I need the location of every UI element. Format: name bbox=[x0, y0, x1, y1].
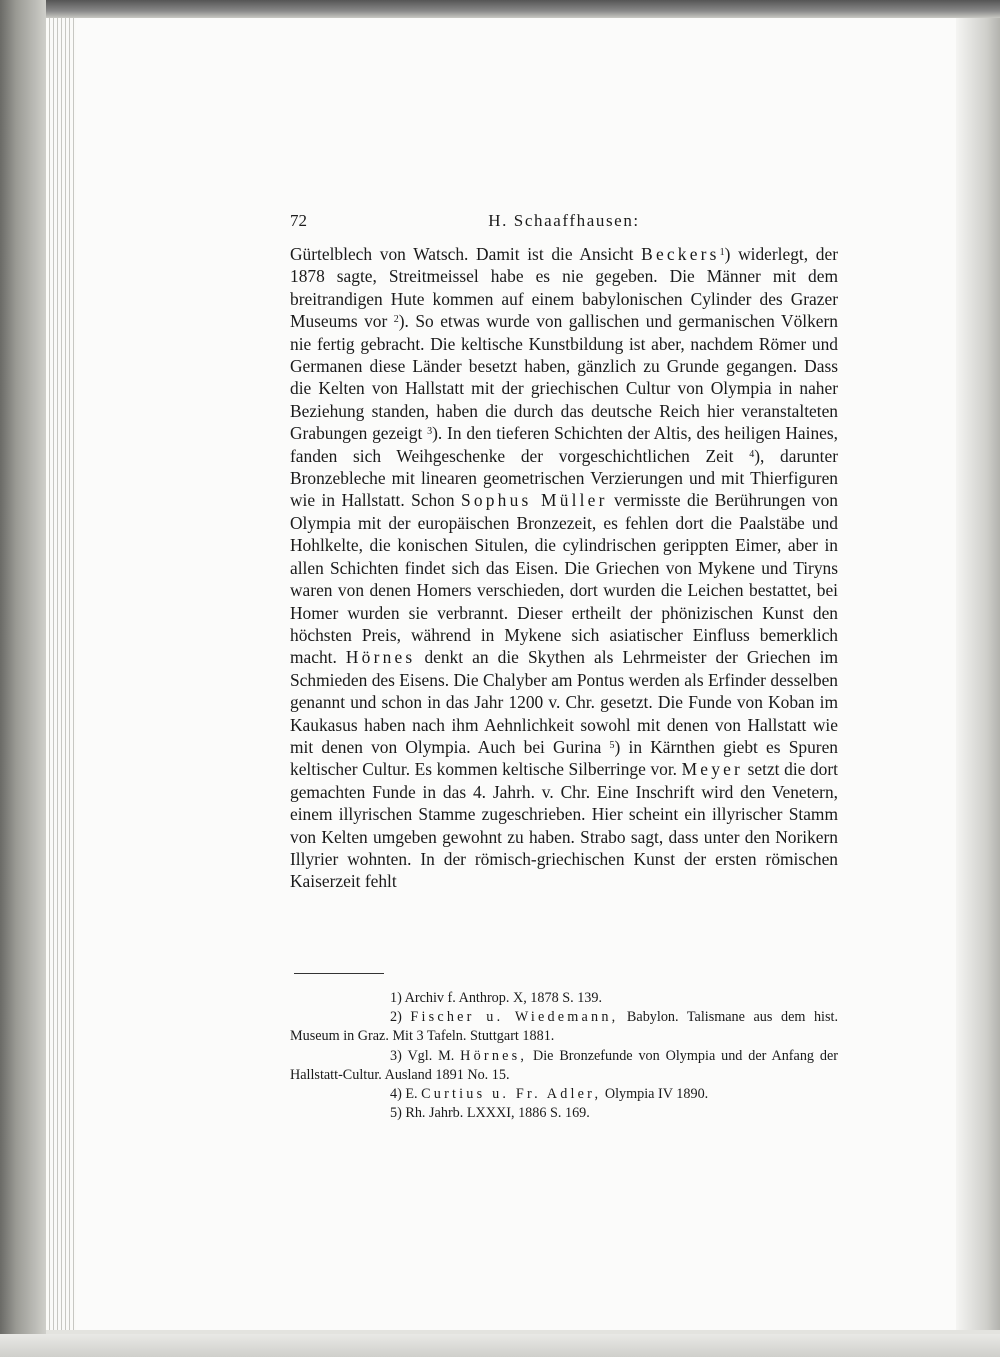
book-top-edge bbox=[0, 0, 1000, 18]
footnote-mark: 3) bbox=[390, 1047, 402, 1064]
body-text-run: vermisste die Berührungen von Olympia mit der europäischen Bronzezeit, es fehlen dort die Paalstäbe und Hohlkelte, die konischen Situlen, die cylindrischen gerippten Eimer, aber in allen Schichten findet sich das Eisen. Die Griechen von Mykene und Tiryns waren von denen Homers verschieden, dort wurden die Leichen bestattet, bei Homer wurden sie verbrannt. Dieser ertheilt der phönizischen Kunst den höchsten Preis, während in Mykene sich asiatischer Einfluss bemerklich macht. bbox=[290, 490, 838, 668]
author-name-meyer: Meyer bbox=[681, 759, 744, 780]
author-name-hoernes: Hörnes bbox=[345, 647, 416, 668]
body-text-run: ). So etwas wurde von gallischen und germanischen Völkern nie fertig gebracht. Die keltische Kunstbildung ist aber, nachdem Römer und Germanen diese Länder besetzt haben, gänzlich zu Grunde gegangen. Dass die Kelten von Hallstatt mit der griechischen Cultur von Olympia in naher Beziehung standen, haben die durch das deutsche Reich hier veranstalteten Grabungen gezeigt bbox=[290, 311, 838, 444]
author-name-mueller: Sophus Müller bbox=[461, 490, 608, 511]
footnote-ref-2: 2 bbox=[393, 314, 399, 326]
footnote-prefix: Vgl. M. bbox=[407, 1047, 461, 1064]
footnote-ref-5: 5 bbox=[609, 739, 615, 751]
author-name-beckers: Beckers bbox=[641, 244, 720, 264]
footnote-mark: 1) bbox=[390, 990, 402, 1006]
footnote-separator bbox=[294, 973, 384, 974]
footnote-prefix: E. bbox=[405, 1086, 422, 1103]
body-text-run: setzt die dort gemachten Funde in das 4. Jahrh. v. Chr. Eine Inschrift wird den Venetern, einem illyrischen Stamme zugeschrieben. Hier scheint ein illyrischer Stamm von Kelten umgeben gewohnt zu haben. Strabo sagt, dass unter den Norikern Illyrier wohnten. In der römisch-griechischen Kunst der ersten römischen Kaiserzeit fehlt bbox=[290, 759, 838, 892]
footnote-text: Archiv f. Anthrop. X, 1878 S. 139. bbox=[404, 990, 603, 1006]
book-spine-edge bbox=[0, 0, 46, 1357]
footnote-text: Babylon. Talismane aus dem hist. Museum in Graz. Mit 3 Tafeln. Stuttgart 1881. bbox=[290, 1009, 838, 1045]
footnote-3 bbox=[290, 1047, 838, 1085]
footnote-text: Olympia IV 1890. bbox=[601, 1086, 709, 1103]
body-paragraph bbox=[290, 243, 838, 893]
body-text-run: ), darunter Bronzebleche mit linearen geometrischen Verzierungen und mit Thierfiguren wie in Hallstatt. Schon bbox=[290, 445, 838, 511]
footnote-text: Rh. Jahrb. LXXXI, 1886 S. 169. bbox=[405, 1105, 590, 1122]
gutter-shadow bbox=[955, 18, 1000, 1330]
page-number: 72 bbox=[290, 211, 307, 230]
footnote-mark: 5) bbox=[390, 1105, 402, 1122]
footnote-5 bbox=[290, 1104, 838, 1123]
footnote-ref-3: 3 bbox=[427, 426, 433, 438]
footnote-1 bbox=[290, 989, 838, 1008]
running-title: H. Schaaffhausen: bbox=[488, 211, 640, 230]
footnote-ref-4: 4 bbox=[749, 448, 755, 460]
body-text-run: ) in Kärnthen giebt es Spuren keltischer Cultur. Es kommen keltische Silberringe vor. bbox=[290, 736, 838, 780]
footnote-ref-1: 1 bbox=[719, 247, 725, 258]
footnote-text: Die Bronzefunde von Olympia und der Anfang der Hallstatt-Cultur. Ausland 1891 No. 15. bbox=[290, 1047, 838, 1083]
body-text-run: Gürtelblech von Watsch. Damit ist die Ansicht bbox=[290, 244, 642, 264]
footnote-2 bbox=[290, 1008, 838, 1046]
book-bottom-edge bbox=[0, 1334, 1000, 1357]
footnote-authors: Curtius u. Fr. Adler, bbox=[421, 1086, 602, 1103]
footnote-4 bbox=[290, 1085, 838, 1104]
running-head bbox=[290, 211, 838, 235]
page-stack-edges bbox=[46, 18, 76, 1330]
body-text-run: denkt an die Skythen als Lehrmeister der Griechen im Schmieden des Eisens. Die Chalyber am Pontus werden als Erfinder desselben genannt und schon in das Jahr 1200 v. Chr. gesetzt. Die Funde von Koban im Kaukasus haben nach ihm Aehnlichkeit sowohl mit denen von Hallstatt wie mit denen von Olympia. Auch bei Gurina bbox=[290, 647, 838, 757]
footnote-authors: Hörnes, bbox=[460, 1047, 528, 1064]
footnote-mark: 2) bbox=[390, 1009, 402, 1026]
footnote-mark: 4) bbox=[390, 1086, 402, 1103]
footnotes bbox=[290, 989, 838, 1123]
footnote-authors: Fischer u. Wiedemann, bbox=[410, 1009, 619, 1026]
body-text-run: ) widerlegt, der 1878 sagte, Streitmeissel habe es nie gegeben. Die Männer mit dem breitrandigen Hute kommen auf einem babylonischen Cylinder des Grazer Museums vor bbox=[290, 244, 838, 332]
body-text-run: ). In den tieferen Schichten der Altis, des heiligen Haines, fanden sich Weihgeschenke der vorgeschichtlichen Zeit bbox=[290, 423, 839, 466]
